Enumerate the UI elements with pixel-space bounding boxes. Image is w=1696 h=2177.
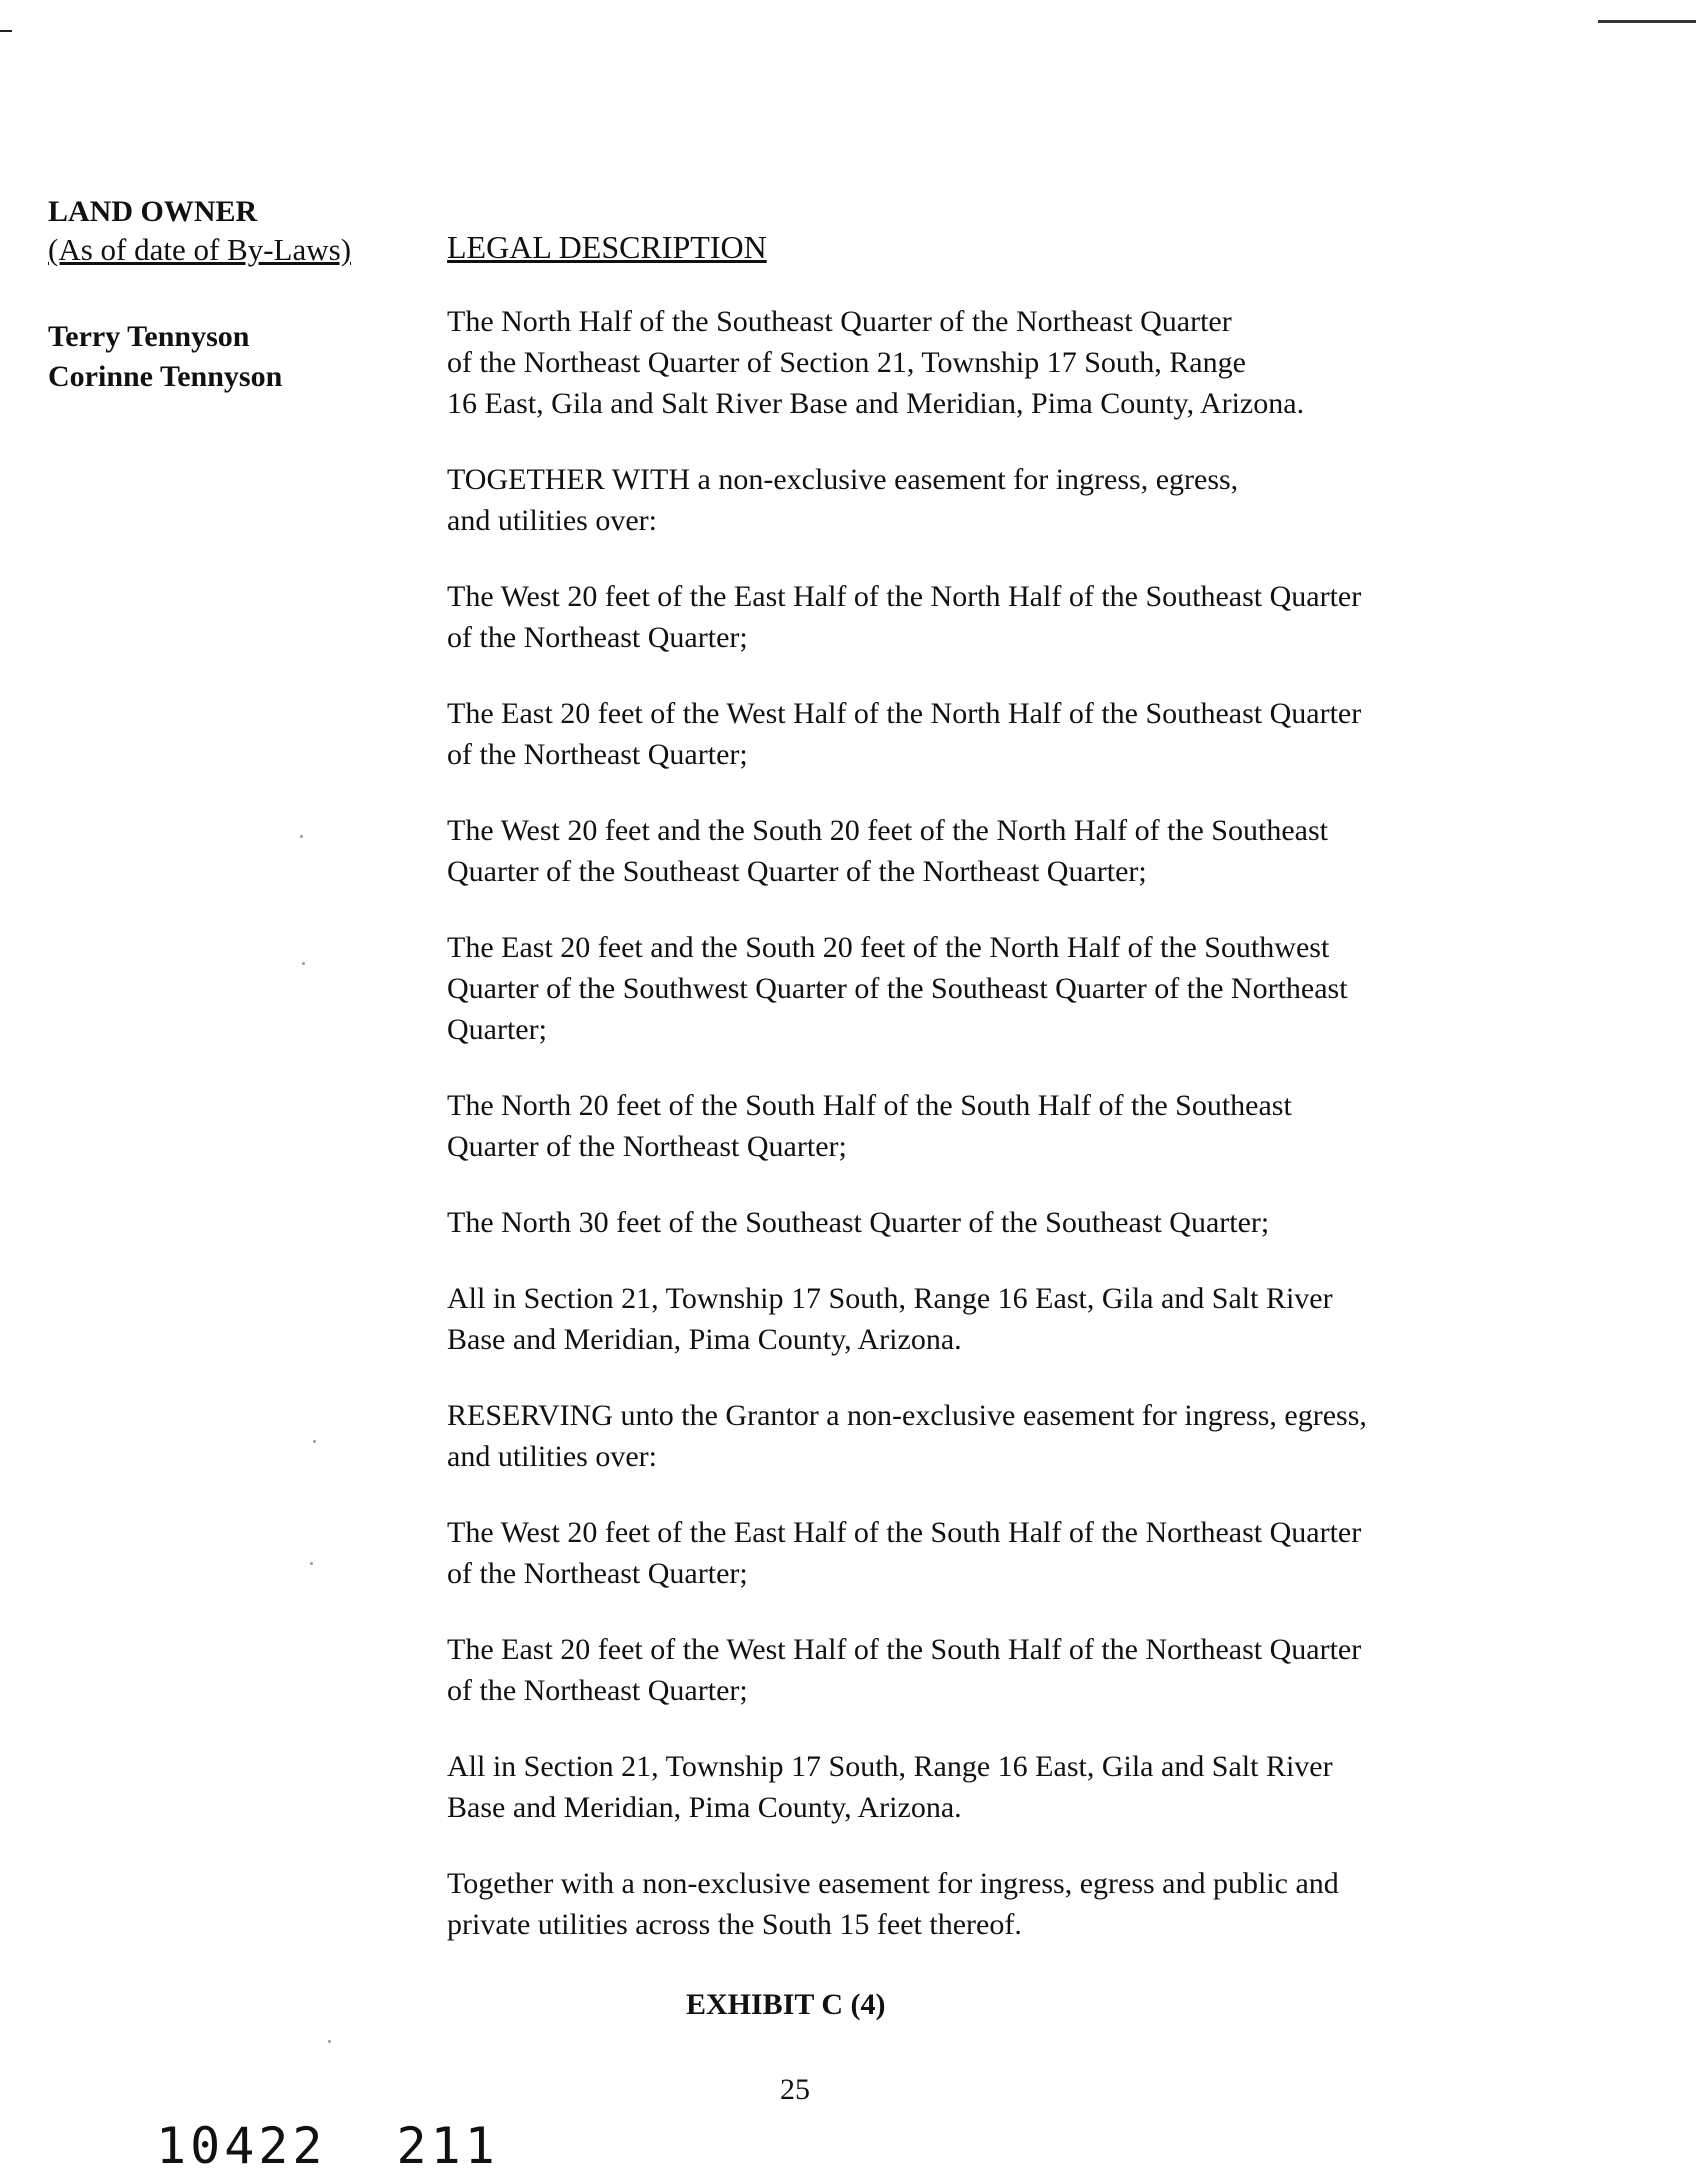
legal-paragraph: Together with a non-exclusive easement for ingress, egress and public and private utilities across the South 15 feet thereof. [447, 1867, 1339, 1941]
legal-description-column [447, 228, 1527, 1980]
recording-page-number: 211 [396, 2117, 499, 2175]
legal-paragraph: The East 20 feet and the South 20 feet of the North Half of the Southwest Quarter of the Southwest Quarter of the Southeast Quarter of the Northeast Quarter; [447, 931, 1348, 1046]
legal-paragraph: The North 20 feet of the South Half of the South Half of the Southeast Quarter of the Northeast Quarter; [447, 1089, 1292, 1163]
page-number: 25 [780, 2073, 810, 2106]
owner-list [48, 317, 408, 397]
legal-paragraph: RESERVING unto the Grantor a non-exclusive easement for ingress, egress, and utilities over: [447, 1399, 1367, 1473]
legal-paragraph: The West 20 feet of the East Half of the North Half of the Southeast Quarter of the Northeast Quarter; [447, 580, 1362, 654]
legal-paragraph: TOGETHER WITH a non-exclusive easement for ingress, egress, and utilities over: [447, 463, 1239, 537]
legal-paragraph: The North 30 feet of the Southeast Quarter of the Southeast Quarter; [447, 1206, 1270, 1239]
recording-book-number: 10422 [156, 2117, 327, 2175]
exhibit-label: EXHIBIT C (4) [686, 1988, 886, 2021]
legal-description-title: LEGAL DESCRIPTION [447, 229, 767, 265]
legal-paragraph: The West 20 feet and the South 20 feet of the North Half of the Southeast Quarter of the Southeast Quarter of the Northeast Quarter; [447, 814, 1328, 888]
scan-speck [302, 962, 305, 965]
scan-artifact-mark [0, 30, 12, 32]
legal-paragraph: All in Section 21, Township 17 South, Range 16 East, Gila and Salt River Base and Meridian, Pima County, Arizona. [447, 1282, 1333, 1356]
scan-speck [328, 2040, 331, 2043]
legal-paragraph: The East 20 feet of the West Half of the North Half of the Southeast Quarter of the Northeast Quarter; [447, 697, 1362, 771]
legal-paragraph: The North Half of the Southeast Quarter of the Northeast Quarter of the Northeast Quarter of Section 21, Township 17 South, Range 16 East, Gila and Salt River Base and Meridian, Pima County, Arizona. [447, 305, 1305, 420]
land-owner-heading: LAND OWNER [48, 195, 258, 228]
legal-paragraph: The East 20 feet of the West Half of the South Half of the Northeast Quarter of the Northeast Quarter; [447, 1633, 1362, 1707]
land-owner-subheading: (As of date of By-Laws) [48, 232, 352, 267]
scan-artifact-line [1598, 20, 1696, 23]
legal-paragraph: All in Section 21, Township 17 South, Range 16 East, Gila and Salt River Base and Meridian, Pima County, Arizona. [447, 1750, 1333, 1824]
owner-name: Terry Tennyson [48, 320, 250, 353]
legal-paragraph: The West 20 feet of the East Half of the South Half of the Northeast Quarter of the Northeast Quarter; [447, 1516, 1362, 1590]
scan-speck [310, 1562, 313, 1565]
scan-speck [300, 835, 303, 838]
recording-stamp [156, 2118, 499, 2174]
scan-speck [313, 1440, 316, 1443]
owner-name: Corinne Tennyson [48, 360, 283, 393]
land-owner-column [48, 193, 408, 397]
